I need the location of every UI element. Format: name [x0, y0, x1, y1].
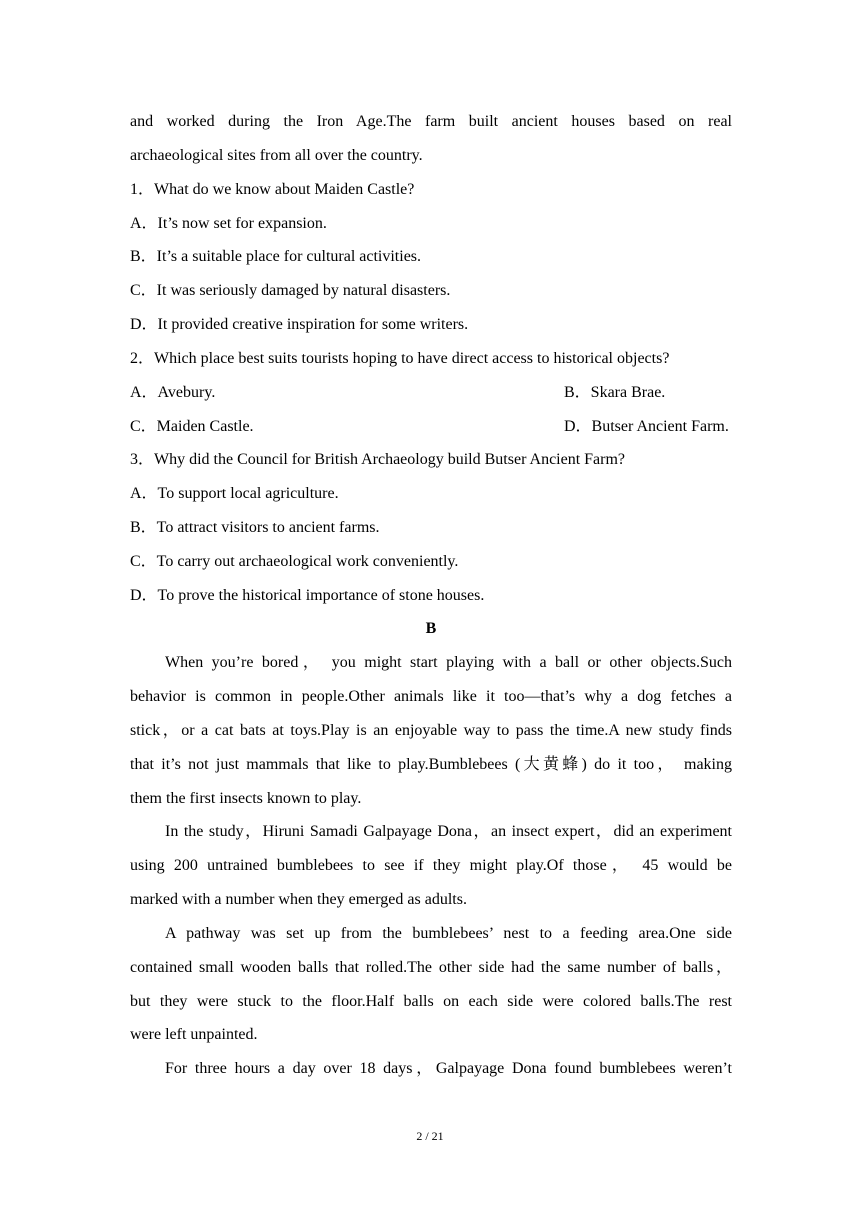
question-2-option-b: B．Skara Brae. [564, 384, 666, 401]
paragraph-line: were left unpainted. [130, 1026, 258, 1043]
paragraph-line: that it’s not just mammals that like to play.Bumblebees (大黄蜂) do it too， making [130, 756, 732, 773]
question-1-option-d: D．It provided creative inspiration for some writers. [130, 316, 469, 333]
paragraph-line: A pathway was set up from the bumblebees’ nest to a feeding area.One side [165, 925, 732, 942]
question-2-option-a: A．Avebury. [130, 384, 216, 401]
question-2-option-c: C．Maiden Castle. [130, 418, 254, 435]
question-3-option-a: A．To support local agriculture. [130, 485, 339, 502]
paragraph-line: them the first insects known to play. [130, 790, 362, 807]
paragraph-line: but they were stuck to the floor.Half balls on each side were colored balls.The rest [130, 993, 732, 1010]
paragraph-line: stick，or a cat bats at toys.Play is an enjoyable way to pass the time.A new study finds [130, 722, 733, 739]
question-2-options-row-1 [130, 382, 732, 404]
question-3-option-b: B．To attract visitors to ancient farms. [130, 519, 380, 536]
section-b-heading: B [425, 620, 437, 637]
question-3-option-c: C．To carry out archaeological work conveniently. [130, 553, 459, 570]
question-1-option-c: C．It was seriously damaged by natural disasters. [130, 282, 451, 299]
paragraph-line: marked with a number when they emerged as adults. [130, 891, 467, 908]
passage-a-line: and worked during the Iron Age.The farm built ancient houses based on real [130, 113, 732, 130]
question-2-option-d: D．Butser Ancient Farm. [564, 418, 729, 435]
paragraph-line: For three hours a day over 18 days，Galpayage Dona found bumblebees weren’t [165, 1060, 732, 1077]
paragraph-line: In the study，Hiruni Samadi Galpayage Dona，an insect expert，did an experiment [165, 823, 732, 840]
question-2-options-row-2 [130, 416, 732, 438]
question-3-option-d: D．To prove the historical importance of stone houses. [130, 587, 485, 604]
question-1-option-b: B．It’s a suitable place for cultural activities. [130, 248, 422, 265]
question-1-stem: 1．What do we know about Maiden Castle? [130, 181, 415, 198]
question-1-option-a: A．It’s now set for expansion. [130, 215, 327, 232]
passage-a-line: archaeological sites from all over the country. [130, 147, 423, 164]
question-2-stem: 2．Which place best suits tourists hoping to have direct access to historical objects? [130, 350, 670, 367]
paragraph-line: using 200 untrained bumblebees to see if they might play.Of those， 45 would be [130, 857, 732, 874]
paragraph-line: contained small wooden balls that rolled.The other side had the same number of balls， [130, 959, 732, 976]
page-number: 2 / 21 [416, 1129, 444, 1143]
question-3-stem: 3．Why did the Council for British Archaeology build Butser Ancient Farm? [130, 451, 626, 468]
paragraph-line: When you’re bored， you might start playing with a ball or other objects.Such [165, 654, 732, 671]
paragraph-line: behavior is common in people.Other animals like it too—that’s why a dog fetches a [130, 688, 732, 705]
